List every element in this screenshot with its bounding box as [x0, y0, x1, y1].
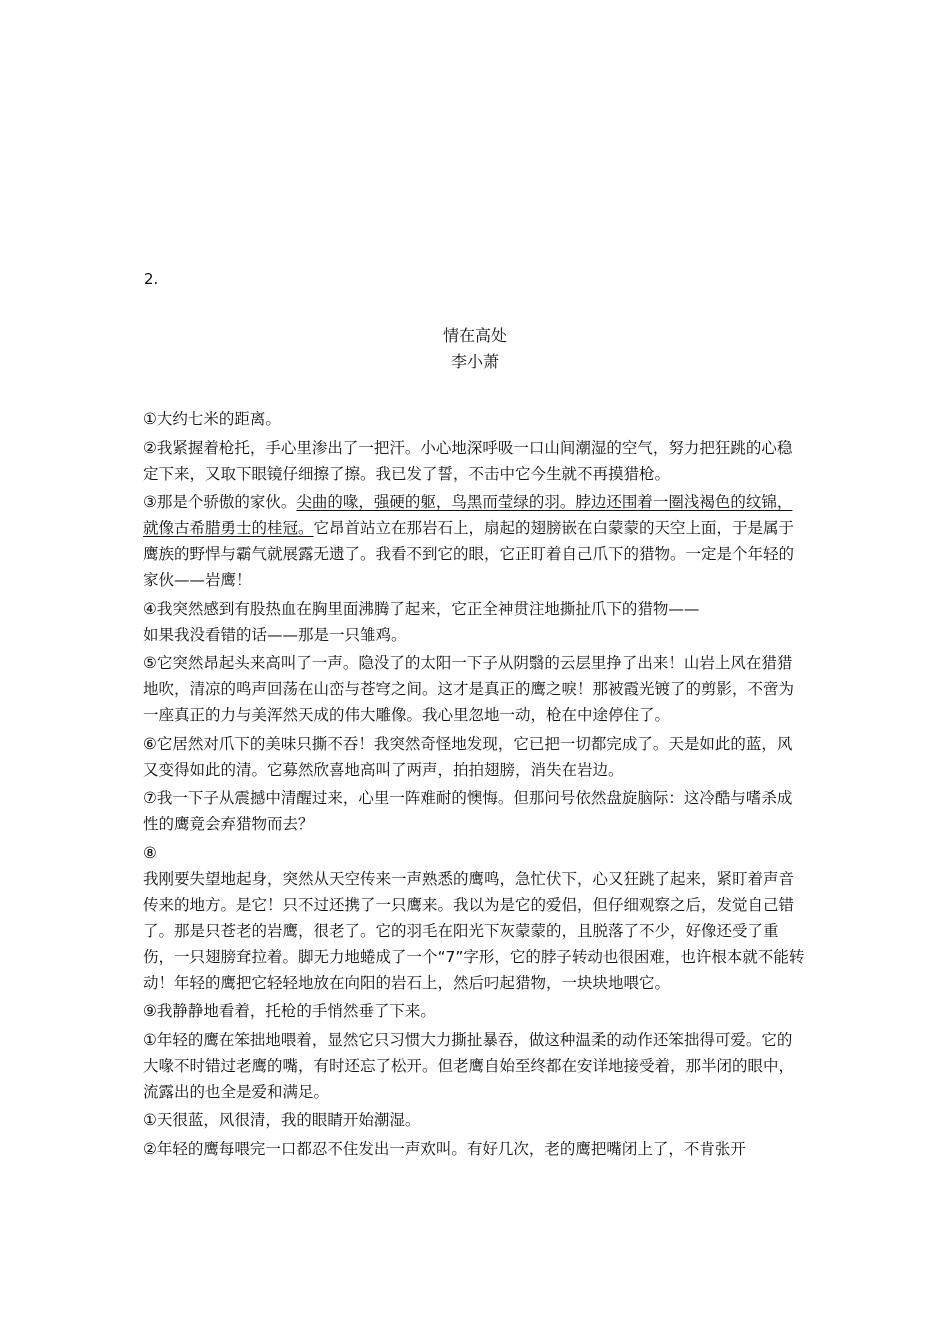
paragraph-10: ①年轻的鹰在笨拙地喂着，显然它只习惯大力撕扯暴吞，做这种温柔的动作还笨拙得可爱。它的大喙不时错过老鹰的嘴，有时还忘了松开。但老鹰自始至终都在安详地接受着，那半闭的眼中，流露出的也全是爱和满足。 — [143, 1030, 795, 1101]
paragraph-3 — [143, 489, 807, 593]
underlined-sentence: 尖曲的喙，强硬的躯，鸟黑而莹绿的羽。脖边还围着一圈浅褐色的纹锦，就像古希腊勇士的桂冠。 — [143, 493, 793, 537]
paragraph-2: ②我紧握着枪托，手心里渗出了一把汗。小心地深呼吸一口山间潮湿的空气，努力把狂跳的心稳定下来，又取下眼镜仔细擦了擦。我已发了誓，不击中它今生就不再摸猎枪。 — [143, 438, 793, 483]
paragraph-4-line-1: ④我突然感到有股热血在胸里面沸腾了起来，它正全神贯注地撕扯爪下的猎物—— — [143, 599, 700, 618]
paragraph-4 — [143, 596, 807, 648]
paragraph-1: ①大约七米的距离。 — [143, 410, 281, 428]
paragraph-6: ⑥它居然对爪下的美味只撕不吞！我突然奇怪地发现，它已把一切都完成了。天是如此的蓝，风又变得如此的清。它募然欣喜地高叫了两声，拍拍翅膀，消失在岩边。 — [143, 734, 793, 779]
article-title: 情在高处 — [442, 326, 507, 345]
article-author: 李小萧 — [450, 352, 499, 371]
paragraph-4-line-2: 如果我没看错的话——那是一只雏鸡。 — [143, 625, 407, 644]
article-body — [143, 406, 807, 1164]
paragraph-11: ①天很蓝，风很清，我的眼睛开始潮湿。 — [143, 1111, 421, 1129]
paragraph-7: ⑦我一下子从震撼中清醒过来，心里一阵难耐的懊悔。但那问号依然盘旋脑际：这冷酷与嗜杀成性的鹰竟会弃猎物而去？ — [143, 789, 793, 833]
paragraph-12: ②年轻的鹰每喂完一口都忍不住发出一声欢叫。有好几次，老的鹰把嘴闭上了，不肯张开 — [143, 1139, 746, 1158]
paragraph-8-text: 我刚要失望地起身，突然从天空传来一声熟悉的鹰鸣，急忙伏下，心又狂跳了起来，紧盯着声音传来的地方。是它！只不过还携了一只鹰来。我以为是它的爱侣，但仔细观察之后，发觉自己错了。那是只苍老的岩鹰，很老了。它的羽毛在阳光下灰蒙蒙的，且脱落了不少，好像还受了重伤，一只翅膀耷拉着。脚无力地蜷成了一个“7”字形，它的脖子转动也很困难，也许根本就不能转动！年轻的鹰把它轻轻地放在向阳的岩石上，然后叼起猎物，一块块地喂它。 — [143, 869, 805, 992]
paragraph-5: ⑤它突然昂起头来高叫了一声。隐没了的太阳一下子从阴翳的云层里挣了出来！山岩上风在猎猎地吹，清凉的鸣声回荡在山峦与苍穹之间。这才是真正的鹰之唳！那被霞光镀了的剪影，不啻为一座真正的力与美浑然天成的伟大雕像。我心里忽地一动，枪在中途停住了。 — [143, 654, 795, 724]
paragraph-8-marker: ⑧ — [143, 843, 157, 862]
paragraph-3-intro: ③那是个骄傲的家伙。 — [143, 493, 297, 511]
question-number: 2. — [144, 270, 159, 288]
paragraph-9: ⑨我静静地看着，托枪的手悄然垂了下来。 — [143, 1002, 436, 1020]
paragraph-8 — [143, 840, 807, 996]
paragraph-3-rest: 它昂首站立在那岩石上，扇起的翅膀嵌在白蒙蒙的天空上面，于是属于鹰族的野悍与霸气就展露无遗了。我看不到它的眼，它正盯着自己爪下的猎物。一定是个年轻的家伙——岩鹰！ — [143, 519, 795, 589]
